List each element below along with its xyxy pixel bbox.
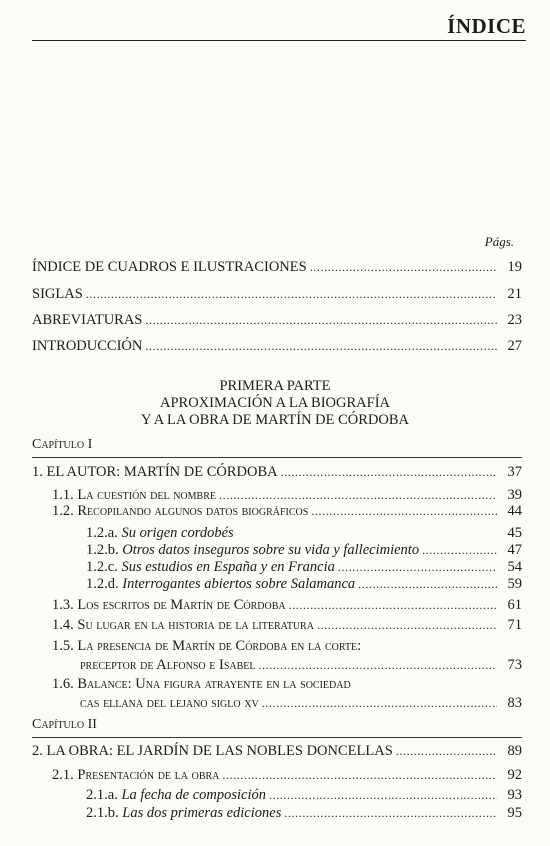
leader-dots bbox=[284, 805, 497, 822]
toc-entry-introduccion[interactable] bbox=[32, 338, 522, 355]
leader-dots bbox=[422, 542, 497, 559]
section-number: 1.3. bbox=[52, 597, 74, 613]
toc-entry-label-line1: Balance: Una figura atrayente en la sociedad bbox=[77, 676, 351, 692]
toc-entry-label: ABREVIATURAS bbox=[32, 312, 143, 328]
toc-entry-1-1[interactable] bbox=[52, 487, 522, 504]
leader-dots bbox=[281, 464, 497, 481]
toc-entry-label: Recopilando algunos datos biográficos bbox=[77, 503, 309, 519]
leader-dots bbox=[317, 617, 497, 634]
leader-dots bbox=[259, 657, 497, 674]
toc-entry-1-5[interactable] bbox=[52, 638, 522, 674]
section-number: 1.2.b. bbox=[86, 542, 119, 558]
toc-entry-page: 44 bbox=[507, 503, 522, 519]
leader-dots bbox=[145, 312, 497, 329]
section-number: 2.1.a. bbox=[86, 787, 118, 803]
toc-entry-1-2-b[interactable] bbox=[86, 542, 522, 559]
leader-dots bbox=[289, 597, 497, 614]
toc-entry-chapter2-main[interactable] bbox=[32, 743, 522, 760]
toc-entry-page: 59 bbox=[507, 576, 522, 592]
leader-dots bbox=[145, 338, 497, 355]
leader-dots bbox=[222, 767, 497, 784]
leader-dots bbox=[269, 787, 497, 804]
toc-entry-page: 21 bbox=[507, 286, 522, 302]
toc-entry-page: 23 bbox=[507, 312, 522, 328]
leader-dots bbox=[262, 695, 497, 712]
toc-entry-2-1[interactable] bbox=[52, 767, 522, 784]
section-number: 2.1. bbox=[52, 767, 74, 783]
toc-entry-label-line2: cas ellana del lejano siglo xv bbox=[80, 695, 259, 711]
toc-entry-label: ÍNDICE DE CUADROS E ILUSTRACIONES bbox=[32, 259, 307, 275]
pages-column-label: Págs. bbox=[484, 234, 514, 249]
toc-entry-indice-cuadros[interactable] bbox=[32, 259, 522, 276]
leader-dots bbox=[358, 576, 497, 593]
header-rule bbox=[32, 40, 526, 41]
toc-entry-page: 37 bbox=[507, 464, 522, 480]
toc-entry-label: Las dos primeras ediciones bbox=[122, 805, 282, 821]
toc-entry-page: 92 bbox=[507, 767, 522, 783]
toc-entry-label: Su lugar en la historia de la literatura bbox=[77, 617, 314, 633]
leader-dots bbox=[396, 743, 497, 760]
toc-entry-label: Los escritos de Martín de Córdoba bbox=[77, 597, 286, 613]
toc-entry-2-1-b[interactable] bbox=[86, 805, 522, 822]
chapter-rule bbox=[32, 457, 522, 458]
toc-entry-abreviaturas[interactable] bbox=[32, 312, 522, 329]
part-heading-line2: APROXIMACIÓN A LA BIOGRAFÍA bbox=[159, 395, 390, 411]
toc-entry-page: 93 bbox=[507, 787, 522, 803]
toc-entry-label: Presentación de la obra bbox=[77, 767, 220, 783]
toc-entry-label: Interrogantes abiertos sobre Salamanca bbox=[122, 576, 356, 592]
part-heading-line3: Y A LA OBRA DE MARTÍN DE CÓRDOBA bbox=[140, 412, 410, 428]
toc-entry-1-2-a[interactable] bbox=[86, 525, 522, 542]
section-number: 1.4. bbox=[52, 617, 74, 633]
toc-entry-label: Otros datos inseguros sobre su vida y fallecimiento bbox=[122, 542, 420, 558]
toc-entry-label: La cuestión del nombre bbox=[77, 487, 216, 503]
toc-entry-label: La fecha de composición bbox=[121, 787, 267, 803]
toc-entry-label: Su origen cordobés bbox=[121, 525, 234, 541]
toc-entry-page: 73 bbox=[507, 657, 522, 673]
section-number: 1.6. bbox=[52, 676, 74, 692]
toc-entry-page: 39 bbox=[507, 487, 522, 503]
toc-entry-page: 27 bbox=[507, 338, 522, 354]
toc-entry-page: 45 bbox=[507, 525, 522, 541]
leader-dots bbox=[86, 286, 497, 303]
section-number: 1.2.a. bbox=[86, 525, 118, 541]
toc-entry-2-1-a[interactable] bbox=[86, 787, 522, 804]
toc-entry-chapter1-main[interactable] bbox=[32, 464, 522, 481]
page-title: ÍNDICE bbox=[447, 14, 526, 38]
toc-entry-page: 95 bbox=[507, 805, 522, 821]
chapter-rule bbox=[32, 737, 522, 738]
section-number: 1.2.c. bbox=[86, 559, 118, 575]
toc-entry-label: 2. LA OBRA: EL JARDÍN DE LAS NOBLES DONCELLAS bbox=[32, 743, 393, 759]
toc-entry-label: SIGLAS bbox=[32, 286, 83, 302]
toc-entry-label: INTRODUCCIÓN bbox=[32, 338, 143, 354]
section-number: 1.2.d. bbox=[86, 576, 119, 592]
toc-entry-siglas[interactable] bbox=[32, 286, 522, 303]
toc-entry-page: 83 bbox=[507, 695, 522, 711]
toc-entry-1-3[interactable] bbox=[52, 597, 522, 614]
toc-entry-page: 54 bbox=[507, 559, 522, 575]
leader-dots bbox=[310, 259, 497, 276]
part-heading-line1: PRIMERA PARTE bbox=[219, 378, 331, 394]
chapter-label: Capítulo I bbox=[32, 437, 93, 452]
section-number: 1.1. bbox=[52, 487, 74, 503]
section-number: 1.2. bbox=[52, 503, 74, 519]
toc-entry-label: Sus estudios en España y en Francia bbox=[121, 559, 335, 575]
toc-entry-1-2[interactable] bbox=[52, 503, 522, 520]
leader-dots bbox=[338, 559, 497, 576]
toc-entry-page: 89 bbox=[507, 743, 522, 759]
toc-entry-label-line2: preceptor de Alfonso e Isabel bbox=[80, 657, 256, 673]
toc-entry-page: 71 bbox=[507, 617, 522, 633]
chapter-label: Capítulo II bbox=[32, 717, 97, 732]
section-number: 1.5. bbox=[52, 638, 74, 654]
toc-entry-1-2-c[interactable] bbox=[86, 559, 522, 576]
toc-entry-label: 1. EL AUTOR: MARTÍN DE CÓRDOBA bbox=[32, 464, 278, 480]
toc-entry-1-4[interactable] bbox=[52, 617, 522, 634]
leader-dots bbox=[311, 503, 497, 520]
toc-entry-1-2-d[interactable] bbox=[86, 576, 522, 593]
toc-entry-1-6[interactable] bbox=[52, 676, 522, 712]
toc-entry-page: 19 bbox=[507, 259, 522, 275]
leader-dots bbox=[219, 487, 497, 504]
toc-entry-label-line1: La presencia de Martín de Córdoba en la corte: bbox=[77, 638, 362, 654]
toc-entry-page: 47 bbox=[507, 542, 522, 558]
toc-entry-page: 61 bbox=[507, 597, 522, 613]
section-number: 2.1.b. bbox=[86, 805, 119, 821]
